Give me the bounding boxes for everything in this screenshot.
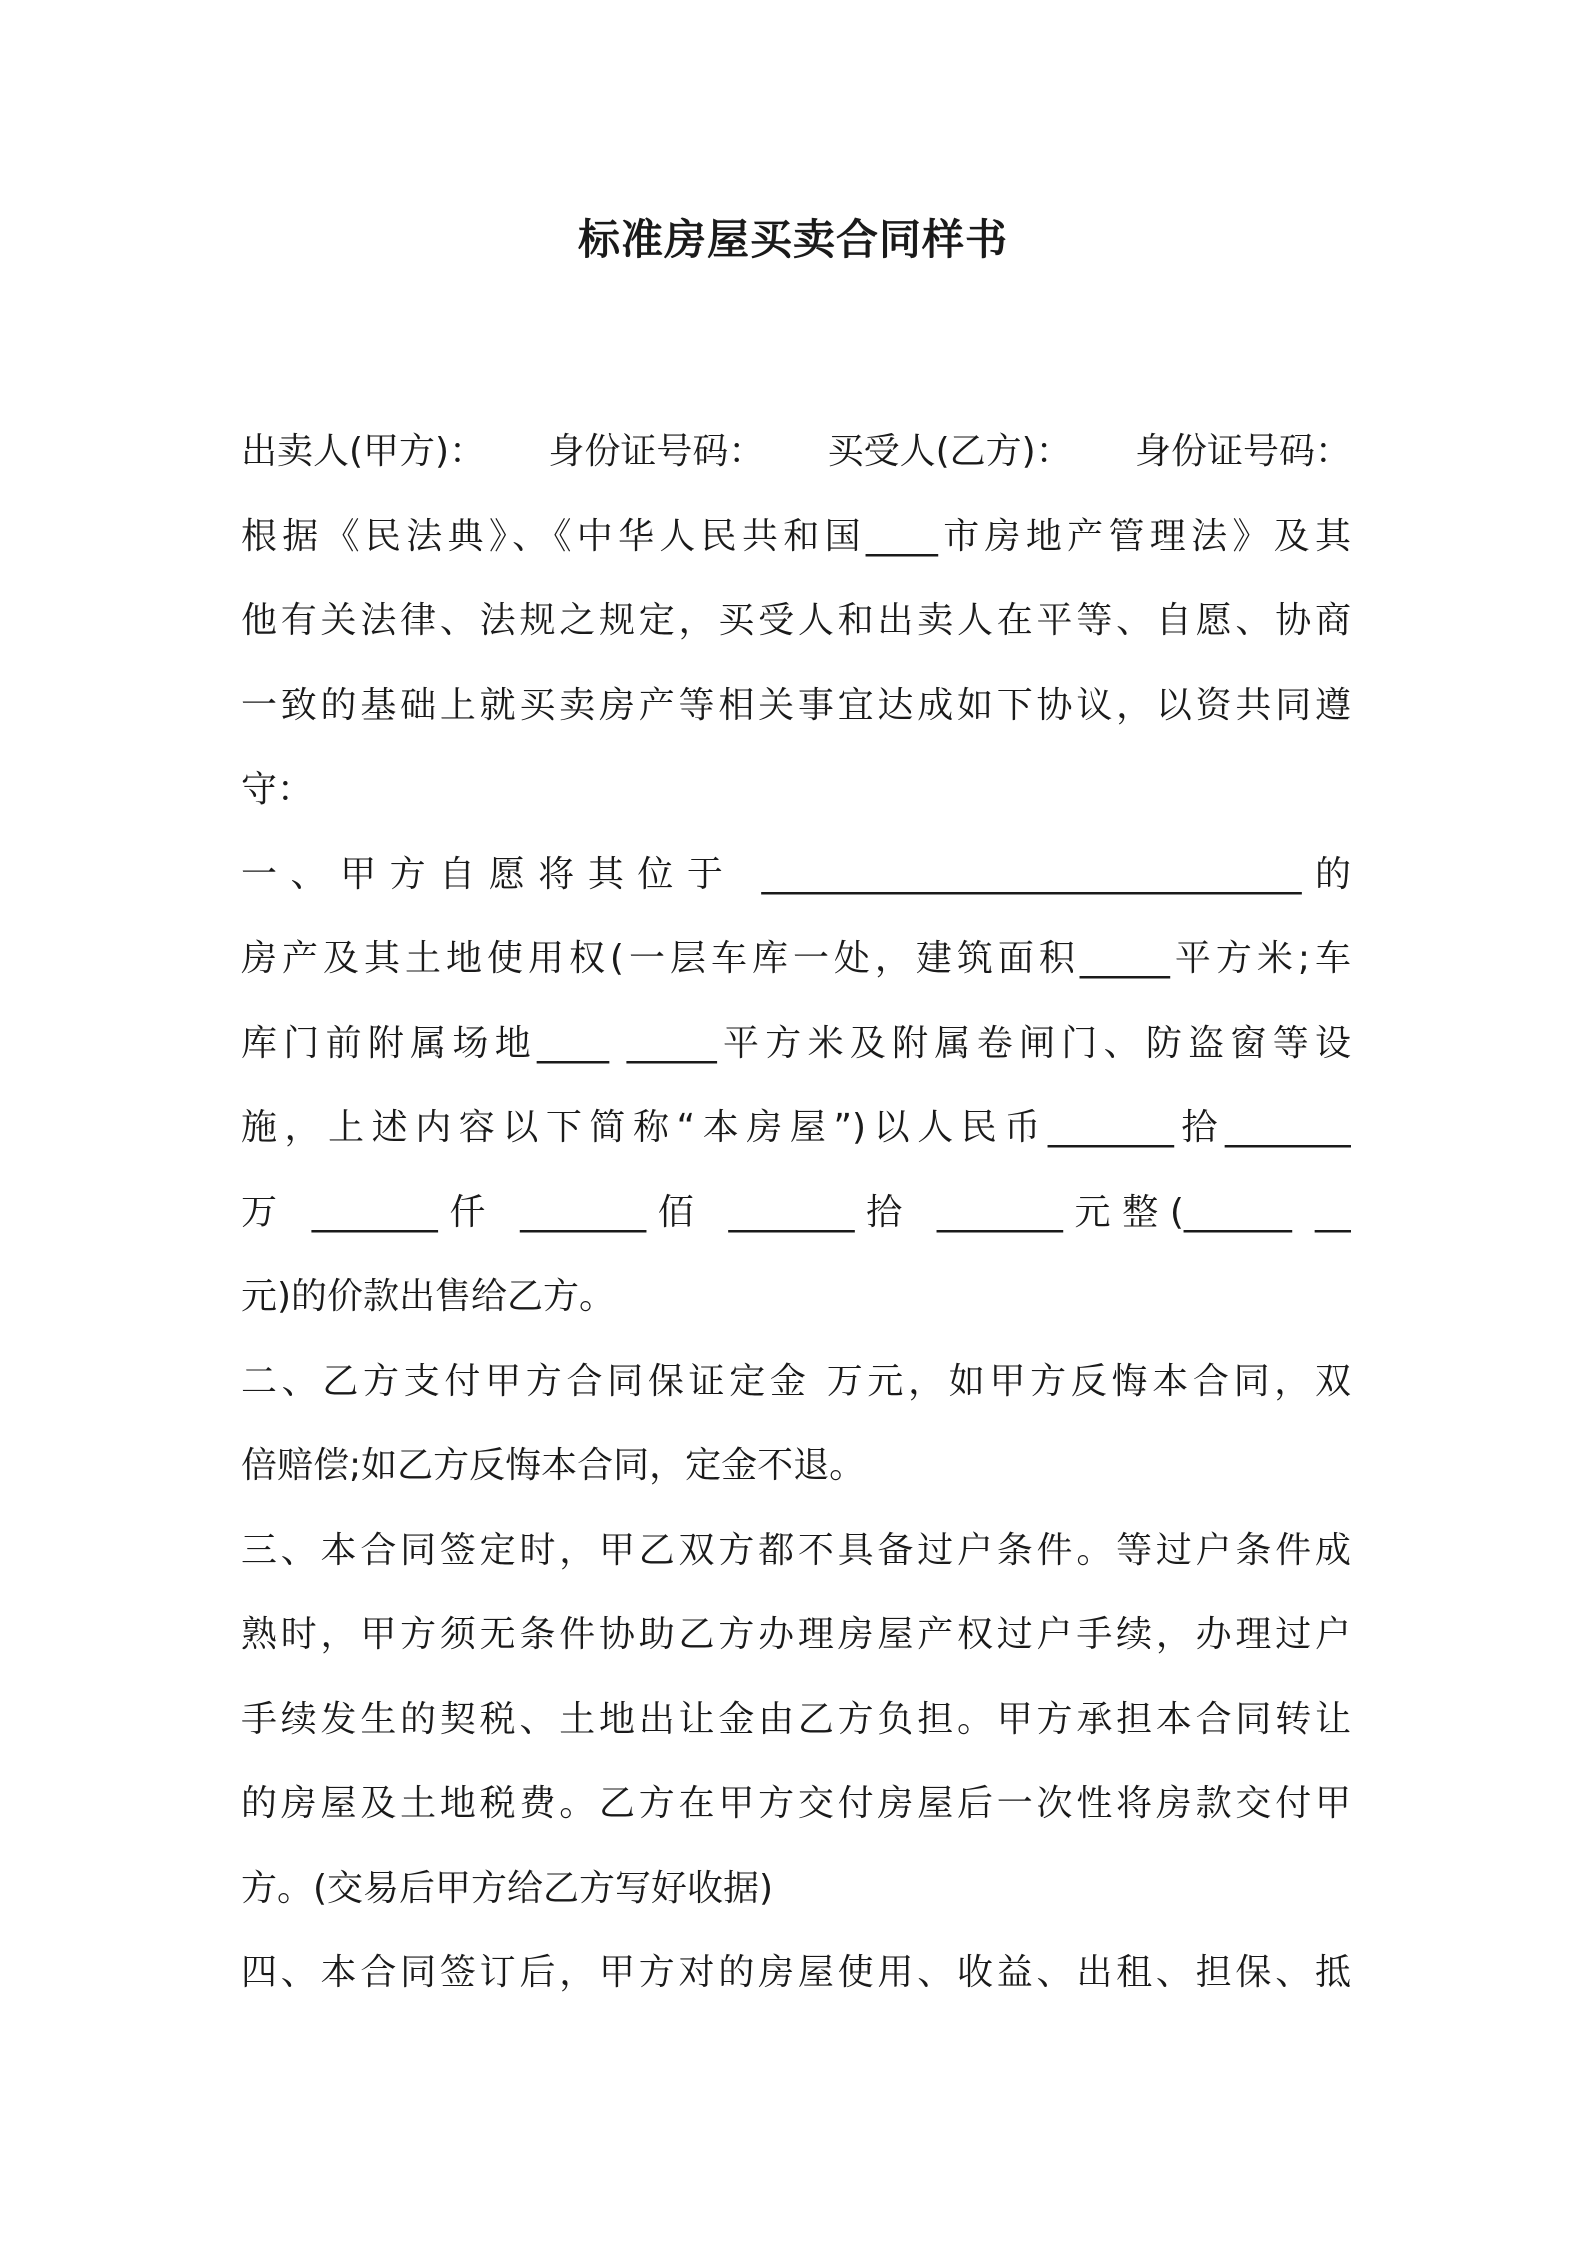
text-line: 房产及其土地使用权(一层车库一处，建筑面积_____平方米;车: [241, 938, 1351, 979]
text-line: 二、乙方支付甲方合同保证定金 万元，如甲方反悔本合同，双: [241, 1360, 1351, 1402]
buyer-id-label: 身份证号码：: [1134, 431, 1351, 472]
document-body: [241, 410, 1351, 2016]
text-line: 施，上述内容以下简称“本房屋”)以人民币_______拾_______: [241, 1107, 1351, 1148]
seller-id-label: 身份证号码：: [548, 431, 765, 472]
text-line: 一致的基础上就买卖房产等相关事宜达成如下协议，以资共同遵: [241, 684, 1351, 726]
text-line: 元)的价款出售给乙方。: [241, 1276, 616, 1317]
text-line: 倍赔偿;如乙方反悔本合同，定金不退。: [241, 1445, 866, 1486]
document-title: 标准房屋买卖合同样书: [577, 215, 1008, 264]
text-line: 他有关法律、法规之规定，买受人和出卖人在平等、自愿、协商: [241, 600, 1351, 641]
text-line: 万 _______仟 _______佰 _______拾 _______元整(______ __: [241, 1191, 1351, 1233]
text-line: 库门前附属场地____ _____平方米及附属卷闸门、防盗窗等设: [241, 1022, 1351, 1064]
text-line: 的房屋及土地税费。乙方在甲方交付房屋后一次性将房款交付甲: [241, 1783, 1351, 1824]
text-line: 守：: [241, 769, 314, 810]
text-line: 根据《民法典》、《中华人民共和国____市房地产管理法》及其: [241, 515, 1351, 557]
seller-label: 出卖人(甲方)：: [241, 431, 486, 472]
parties-line: [241, 410, 1351, 495]
text-line: 三、本合同签定时，甲乙双方都不具备过户条件。等过户条件成: [241, 1529, 1351, 1571]
text-line: 手续发生的契税、土地出让金由乙方负担。甲方承担本合同转让: [241, 1698, 1351, 1740]
text-line: 熟时，甲方须无条件协助乙方办理房屋产权过户手续，办理过户: [241, 1614, 1351, 1655]
text-line: 四、本合同签订后，甲方对的房屋使用、收益、出租、担保、抵: [241, 1952, 1351, 1993]
buyer-label: 买受人(乙方)：: [827, 431, 1072, 472]
text-line: 一、甲方自愿将其位于 ______________________________的: [241, 853, 1351, 895]
text-line: 方。(交易后甲方给乙方写好收据): [241, 1867, 774, 1909]
